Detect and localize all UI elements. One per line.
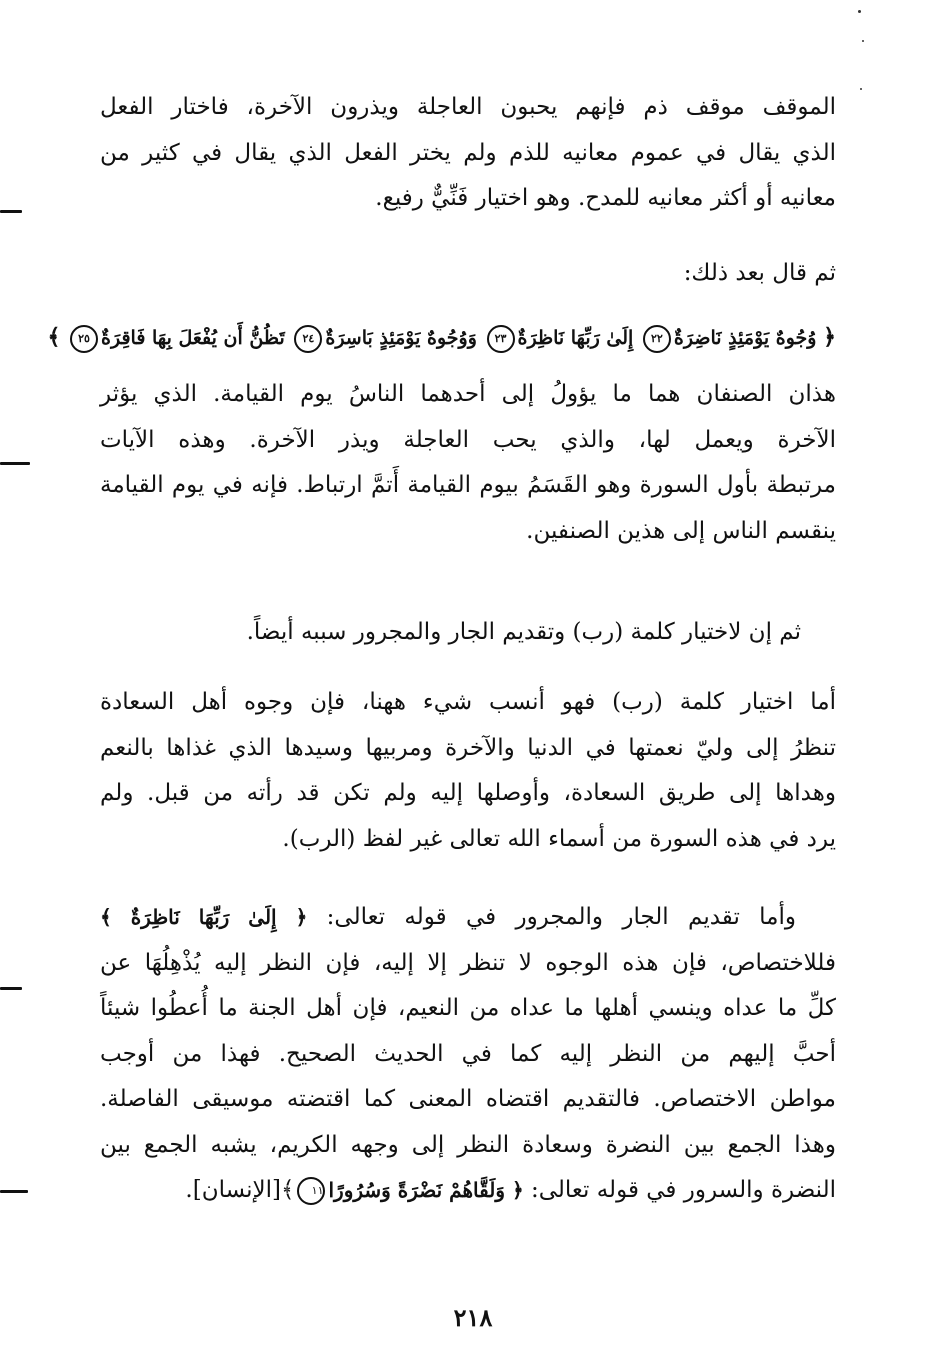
paragraph-3: ثم إن لاختيار كلمة (رب) وتقديم الجار والمجرور سببه أيضاً. xyxy=(246,619,801,645)
paragraph-2 xyxy=(100,372,836,554)
verse-number-marker: ١١ xyxy=(297,1177,325,1205)
paragraph-5-line: كلِّ ما عداه وينسي أهلها ما عداه من النعيم، فإن أهل الجنة ما أُعطُوا شيئاً xyxy=(100,995,836,1021)
margin-mark xyxy=(0,1190,28,1193)
verse-number-marker: ٢٢ xyxy=(643,325,671,353)
quran-segment: وَوُجُوهٌ يَوْمَئِذٍ بَاسِرَةٌ xyxy=(325,327,477,349)
paragraph-5 xyxy=(100,895,836,1214)
paragraph-1 xyxy=(100,85,836,222)
paragraph-5-last-line xyxy=(100,1168,836,1214)
paragraph-2-line: هذان الصنفان هما ما يؤولُ إلى أحدهما الناسُ يوم القيامة. الذي يؤثر xyxy=(100,381,836,407)
margin-mark xyxy=(0,462,30,465)
paragraph-4-line: وهداها إلى طريق السعادة، وأوصلها إليه ولم تكن قد رأته من قبل. ولم xyxy=(100,780,836,806)
verse-number-marker: ٢٤ xyxy=(294,325,322,353)
quran-close-bracket: ﴾ xyxy=(47,324,61,350)
paragraph-2-line: مرتبطة بأول السورة وهو القَسَمُ بيوم القيامة أَتمَّ ارتباط. فإنه في يوم القيامة xyxy=(100,472,836,498)
paragraph-5-line: أحبَّ إليهم من النظر إليه كما في الحديث الصحيح. فهذا من أوجب xyxy=(100,1040,836,1067)
page-number: ٢١٨ xyxy=(453,1303,493,1332)
verse-number-marker: ٢٥ xyxy=(70,325,98,353)
quran-segment: إِلَىٰ رَبِّهَا نَاظِرَةٌ xyxy=(517,327,634,349)
quran-segment: وُجُوهٌ يَوْمَئِذٍ نَاضِرَةٌ xyxy=(673,327,817,349)
scan-speck xyxy=(858,10,861,13)
quran-segment: تَظُنُّ أَن يُفْعَلَ بِهَا فَاقِرَةٌ xyxy=(101,327,285,349)
paragraph-4-line: يرد في هذه السورة من أسماء الله تعالى غير لفظ (الرب). xyxy=(282,825,836,852)
scan-speck xyxy=(862,40,864,42)
paragraph-5-first-line-text: وأما تقديم الجار والمجرور في قوله تعالى: xyxy=(326,904,796,930)
paragraph-5-last-line-text: النضرة والسرور في قوله تعالى: xyxy=(530,1177,836,1203)
surah-reference: ﴾[الإنسان]. xyxy=(185,1177,295,1203)
quran-verse xyxy=(47,320,836,355)
paragraph-1-line: معانيه أو أكثر معانيه للمدح. وهو اختيار فَنِّيٌّ رفيع. xyxy=(375,185,836,211)
paragraph-4-line: تنظرُ إلى وليّ نعمتها في الدنيا والآخرة ومربيها وسيدها الذي غذاها بالنعم xyxy=(100,734,836,761)
verse-number-marker: ٢٣ xyxy=(487,325,515,353)
paragraph-4-line: أما اختيار كلمة (رب) فهو أنسب شيء ههنا، فإن وجوه أهل السعادة xyxy=(100,689,836,715)
scan-speck xyxy=(860,88,862,90)
paragraph-5-line: مواطن الاختصاص. فالتقديم اقتضاه المعنى كما اقتضته موسيقى الفاصلة. xyxy=(100,1086,836,1112)
paragraph-2-line: الآخرة ويعمل لها، والذي يحب العاجلة ويذر الآخرة. وهذه الآيات xyxy=(100,426,836,453)
paragraph-4 xyxy=(100,680,836,862)
inline-quran-quote: ﴿ إِلَىٰ رَبِّهَا نَاظِرَةٌ ﴾ xyxy=(100,905,308,929)
intro-line: ثم قال بعد ذلك: xyxy=(683,260,836,286)
paragraph-1-line: الذي يقال في عموم معانيه للذم ولم يختر الفعل الذي يقال في كثير من xyxy=(100,139,836,166)
paragraph-5-line: وهذا الجمع بين النضرة وسعادة النظر إلى وجهه الكريم، يشبه الجمع بين xyxy=(100,1131,836,1158)
paragraph-1-line: الموقف موقف ذم فإنهم يحبون العاجلة ويذرون الآخرة، فاختار الفعل xyxy=(100,94,836,120)
margin-mark xyxy=(0,987,22,990)
paragraph-2-line: ينقسم الناس إلى هذين الصنفين. xyxy=(526,517,836,544)
paragraph-5-line: فللاختصاص، فإن هذه الوجوه لا تنظر إلا إليه، فإن النظر إليه يُذْهِلُهَا عن xyxy=(100,949,836,976)
margin-mark xyxy=(0,210,22,213)
inline-quran-quote: ﴿ وَلَقَّاهُمْ نَضْرَةً وَسُرُورًا xyxy=(328,1178,524,1202)
paragraph-5-first-line xyxy=(100,895,836,941)
quran-open-bracket: ﴿ xyxy=(823,324,836,350)
